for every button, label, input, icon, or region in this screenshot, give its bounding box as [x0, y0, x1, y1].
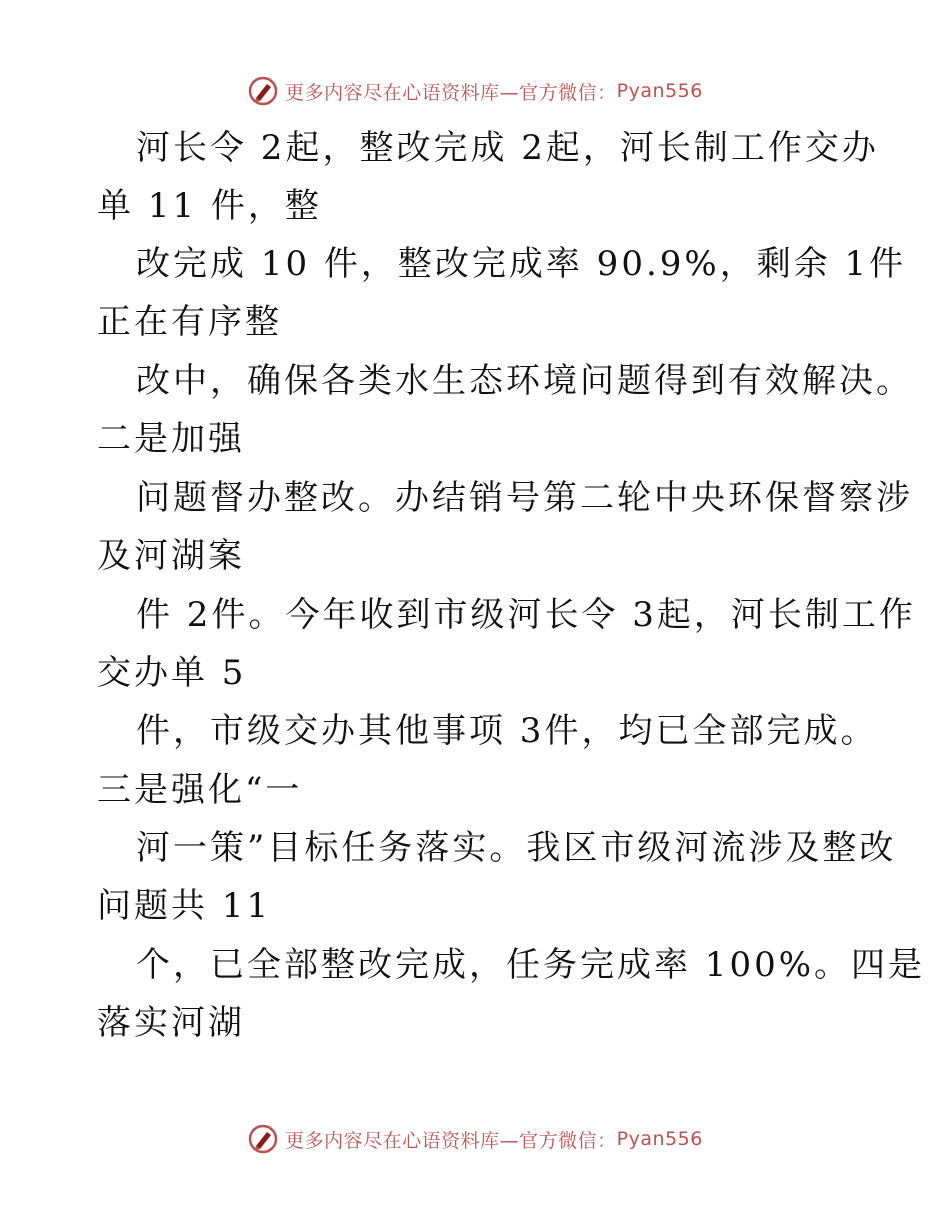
watermark-text: 更多内容尽在心语资料库—官方微信：: [285, 1129, 617, 1152]
body-line: 落实河湖: [97, 1003, 245, 1043]
watermark-wechat-id: Pyan556: [616, 1128, 703, 1150]
footer-watermark: [0, 1119, 950, 1159]
pen-logo-icon: [247, 75, 279, 107]
body-line: 三是强化“一: [97, 770, 303, 810]
watermark-text: 更多内容尽在心语资料库—官方微信：: [285, 81, 617, 104]
body-line: 改完成 10 件，整改完成率 90.9%，剩余 1件: [136, 244, 907, 284]
watermark-wechat-id: Pyan556: [616, 80, 703, 102]
body-line: 问题共 11: [97, 886, 272, 926]
body-line: 改中，确保各类水生态环境问题得到有效解决。: [136, 361, 913, 401]
body-line: 二是加强: [97, 419, 245, 459]
body-line: 及河湖案: [97, 536, 245, 576]
body-line: 河长令 2起，整改完成 2起，河长制工作交办: [136, 128, 879, 168]
body-line: 单 11 件，整: [97, 186, 322, 226]
body-line: 件 2件。今年收到市级河长令 3起，河长制工作: [136, 595, 916, 635]
pen-logo-icon: [247, 1123, 279, 1155]
body-line: 件，市级交办其他事项 3件，均已全部完成。: [136, 711, 878, 751]
body-line: 问题督办整改。办结销号第二轮中央环保督察涉: [136, 478, 913, 518]
body-line: 河一策”目标任务落实。我区市级河流涉及整改: [136, 828, 897, 868]
header-watermark: [0, 71, 950, 111]
body-line: 交办单 5: [97, 653, 247, 693]
body-line: 正在有序整: [97, 302, 282, 342]
body-line: 个，已全部整改完成，任务完成率 100%。四是: [136, 945, 926, 985]
